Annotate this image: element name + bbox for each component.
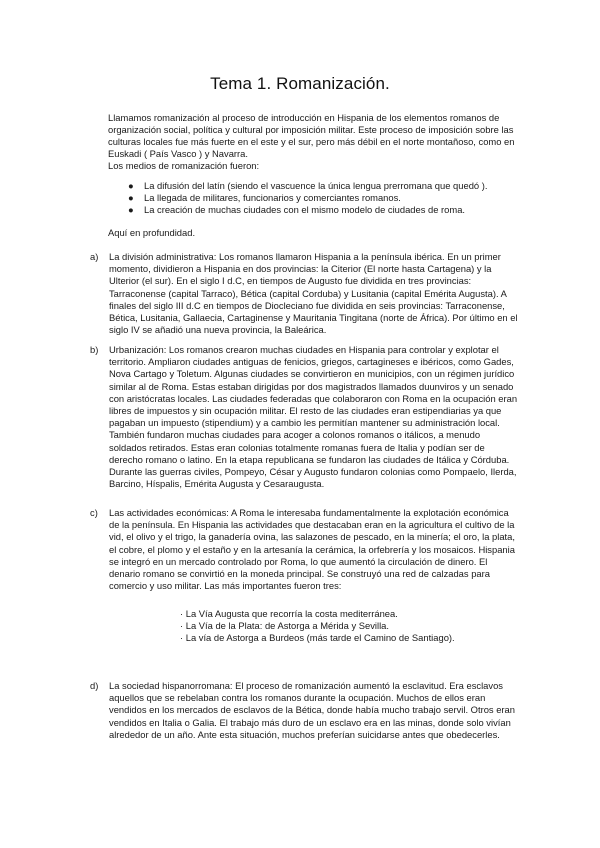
list-item-text: La Vía de la Plata: de Astorga a Mérida y Sevilla. bbox=[185, 620, 389, 632]
section-text: Urbanización: Los romanos crearon muchas ciudades en Hispania para controlar y explotar el territorio. Ampliaron ciudades antiguas de fenicios, griegos, cartagineses e ibéricos, como Gades, Nova Cartago y Toletum. Algunas ciudades se convirtieron en municipios, con un régimen jurídico similar al de Roma. Estas estaban dirigidas por dos magistrados llamados duunviros y un senado con aristócratas locales. Las ciudades federadas que colaboraron con Roma en la ocupación eran libres de impuestos y sin ocupación militar. El resto de las ciudades eran estipendiarias ya que pagaban un impuesto (stipendium) y a cambio les permitían mantener su administración local. También fundaron muchas ciudades para acoger a colonos romanos o itálicos, a menudo soldados retirados. Estas eran colonias totalmente romanas fuera de Italia y podían ser de derecho romano o latino. En la etapa republicana se fundaron las ciudades de Itálica y Córduba. Durante las guerras civiles, Pompeyo, César y Augusto fundaron colonias como Pompaelo, Ilerda, Barcino, Híspalis, Emérita Augusta y Cesaraugusta. bbox=[109, 344, 518, 490]
sub-bullet-icon: · bbox=[180, 608, 184, 619]
section-label: b) bbox=[90, 344, 99, 355]
bullet-icon: ● bbox=[128, 204, 134, 216]
section-b bbox=[90, 344, 520, 490]
bullet-icon: ● bbox=[128, 180, 134, 191]
list-item bbox=[180, 620, 455, 632]
list-item bbox=[180, 608, 455, 620]
intro-text: Llamamos romanización al proceso de introducción en Hispania de los elementos romanos de organización social, política y cultural por imposición militar. Este proceso de imposición sobre las culturas locales fue más fuerte en el este y el sur, pero más débil en el norte montañoso, como en Euskadi ( País Vasco ) y Navarra. bbox=[108, 112, 515, 159]
section-text: Las actividades económicas: A Roma le interesaba fundamentalmente la explotación económica de la península. En Hispania las actividades que destacaban eran en la agricultura el cultivo de la vid, el olivo y el trigo, la ganadería ovina, las salazones de pescado, en la minería; el oro, la plata, el cobre, el plomo y el estaño y en la artesanía la cerámica, la orfebrería y los mosaicos. Hispania se integró en un mercado controlado por Roma, lo que aumentó la circulación de dinero. El denario romano se convirtió en la moneda principal. Se construyó una red de calzadas para comercio y uso militar. Las más importantes fueron tres: bbox=[109, 507, 515, 592]
list-item-text: La creación de muchas ciudades con el mismo modelo de ciudades de roma. bbox=[144, 204, 466, 216]
section-text: La sociedad hispanorromana: El proceso de romanización aumentó la esclavitud. Era esclavos aquellos que se rebelaban contra los romanos durante la ocupación. Muchos de ellos eran vendidos en los mercados de esclavos de la Bética, donde había mucho trabajo servil. Otros eran vendidos en Italia o Galia. El trabajo más duro de un esclavo era en las minas, donde solo vivían alrededor de un año. Ante esta situación, muchos preferían suicidarse antes que obedecerles. bbox=[109, 680, 515, 740]
sub-bullet-icon: · bbox=[180, 632, 184, 644]
list-item-text: La llegada de militares, funcionarios y comerciantes romanos. bbox=[144, 192, 401, 204]
list-item bbox=[108, 180, 516, 192]
section-text: La división administrativa: Los romanos llamaron Hispania a la península ibérica. En un primer momento, dividieron a Hispania en dos provincias: la Citerior (El norte hasta Cartagena) y la Ulterior (el sur). En el siglo I d.C, en tiempos de Augusto fue dividida en tres provincias: Tarraconense (capital Tarraco), Bética (capital Corduba) y Lusitania (capital Emérita Augusta). A finales del siglo III d.C en tiempos de Diocleciano fue dividida en seis provincias: Tarraconense, Bética, Lusitania, Gallaecia, Cartaginense y Mauritania Tingitana (norte de África). Por último en el siglo IV se añadió una nueva provincia, la Baleárica. bbox=[109, 251, 518, 336]
sub-bullet-icon: · bbox=[180, 620, 184, 632]
roads-list bbox=[180, 608, 455, 645]
bullet-icon: ● bbox=[128, 192, 134, 204]
page-title: Tema 1. Romanización. bbox=[210, 74, 390, 93]
intro-text-2: Los medios de romanización fueron: bbox=[108, 159, 260, 171]
romanization-means-list bbox=[108, 180, 516, 217]
section-a bbox=[90, 251, 520, 336]
list-item-text: La Vía Augusta que recorría la costa mediterránea. bbox=[185, 608, 398, 619]
list-item-text: La difusión del latín (siendo el vascuence la única lengua prerromana que quedó ). bbox=[144, 180, 488, 191]
intro-paragraph bbox=[108, 112, 516, 172]
section-d bbox=[90, 680, 520, 741]
list-item-text: La vía de Astorga a Burdeos (más tarde el Camino de Santiago). bbox=[185, 632, 455, 644]
section-c bbox=[90, 507, 520, 592]
section-label: d) bbox=[90, 680, 99, 691]
list-item bbox=[180, 632, 455, 644]
aqui-text: Aquí en profundidad. bbox=[108, 227, 196, 238]
section-label: c) bbox=[90, 507, 98, 518]
list-item bbox=[108, 204, 516, 216]
list-item bbox=[108, 192, 516, 204]
section-label: a) bbox=[90, 251, 99, 262]
